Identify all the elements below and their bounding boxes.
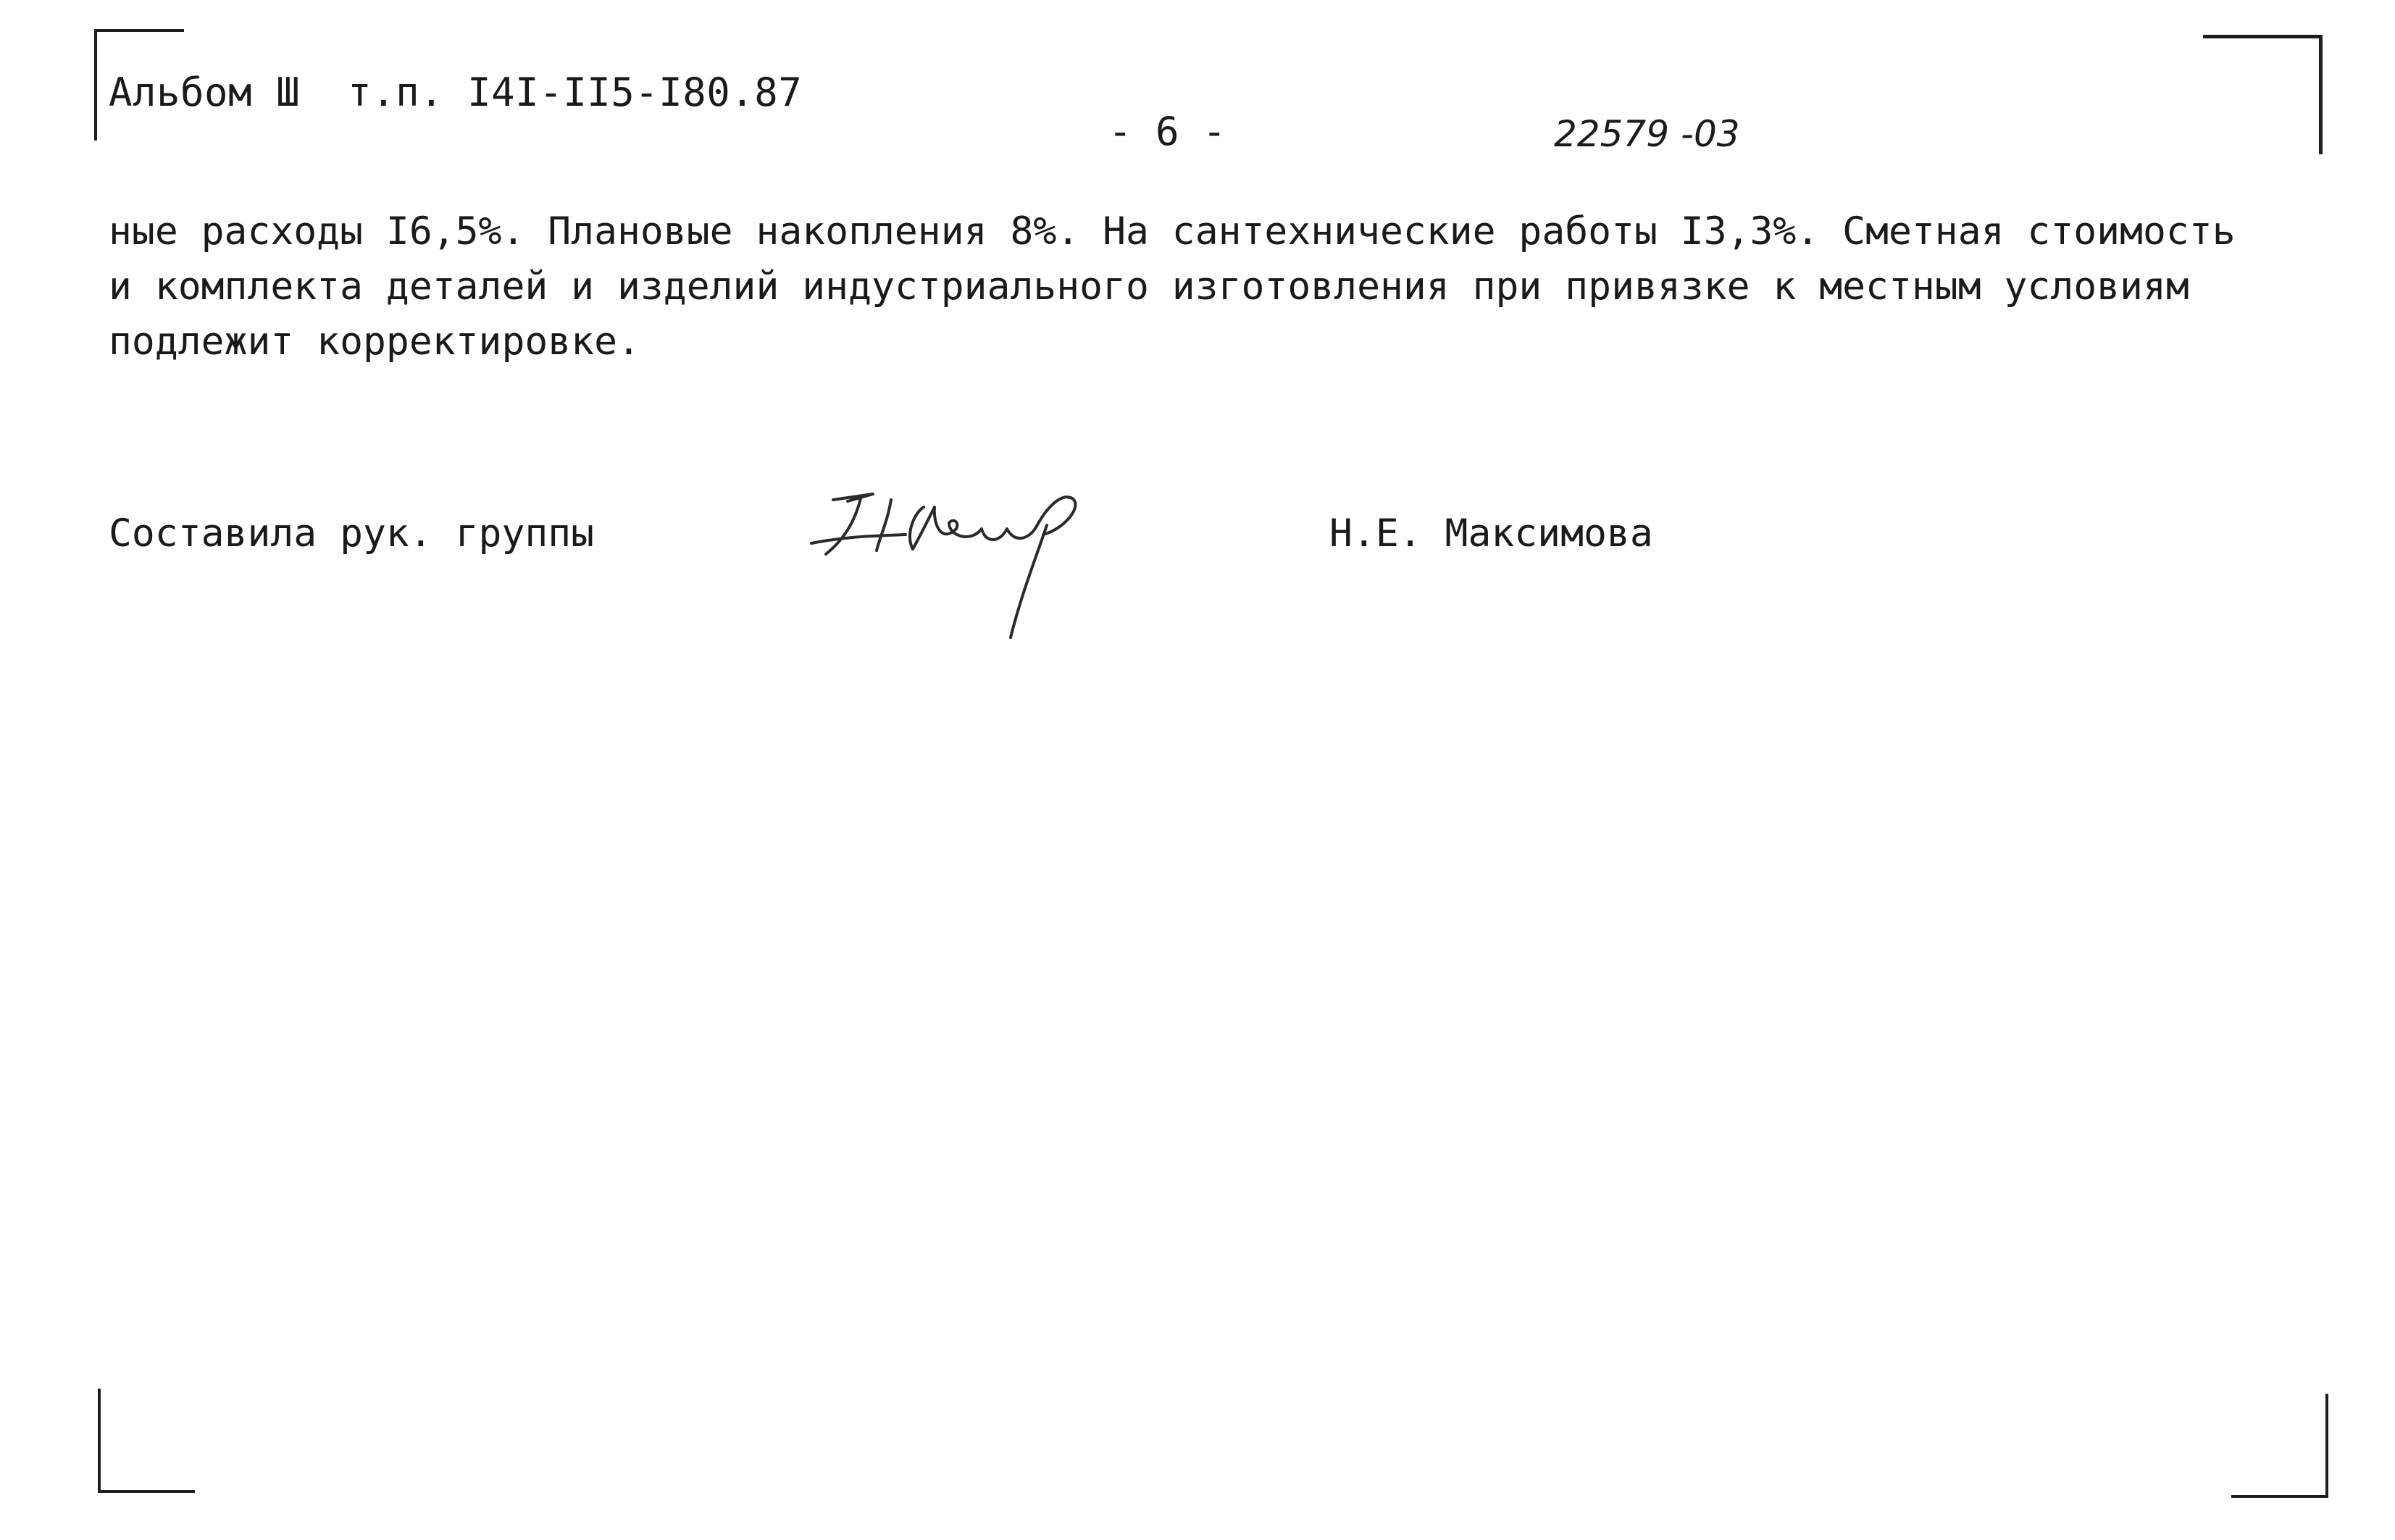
- body-line: подлежит корректировке.: [109, 319, 640, 364]
- document-code: 22579 -03: [1554, 113, 1740, 155]
- frame-corner-bottom-left: [98, 1389, 195, 1493]
- page-number: - 6 -: [1108, 109, 1226, 154]
- frame-corner-bottom-right: [2231, 1394, 2328, 1498]
- signature-icon: [804, 485, 1116, 645]
- album-reference: Альбом Ш т.п. I4I-II5-I80.87: [109, 70, 803, 115]
- body-line: ные расходы I6,5%. Плановые накопления 8%. На сантехнические работы I3,3%. Сметная стоимость: [109, 209, 2236, 254]
- frame-corner-top-right: [2203, 35, 2323, 154]
- signature-label: Составила рук. группы: [109, 511, 595, 556]
- body-paragraph: [109, 204, 2318, 369]
- body-line: и комплекта деталей и изделий индустриального изготовления при привязке к местным условиям: [109, 264, 2189, 309]
- signatory-name: Н.Е. Максимова: [1329, 511, 1653, 556]
